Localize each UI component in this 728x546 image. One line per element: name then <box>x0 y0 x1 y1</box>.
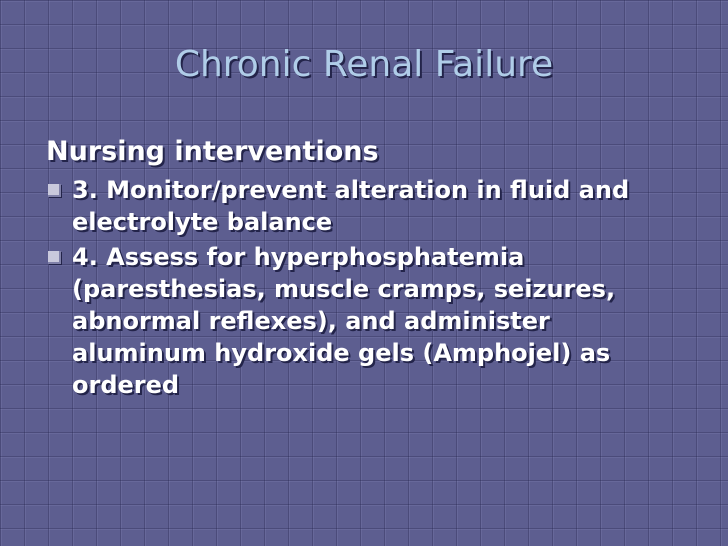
bullet-item <box>46 241 686 401</box>
square-bullet-icon <box>48 251 61 264</box>
bullet-list <box>46 174 686 404</box>
square-bullet-icon <box>48 184 61 197</box>
slide-title: Chronic Renal Failure <box>174 44 554 85</box>
subheading: Nursing interventions <box>46 136 379 167</box>
bullet-item <box>46 174 686 238</box>
bullet-text: 3. Monitor/prevent alteration in fluid and electrolyte balance <box>72 176 630 236</box>
bullet-text: 4. Assess for hyperphosphatemia (paresthesias, muscle cramps, seizures, abnormal reflexes), and administer aluminum hydroxide gels (Amphojel) as ordered <box>72 243 616 399</box>
